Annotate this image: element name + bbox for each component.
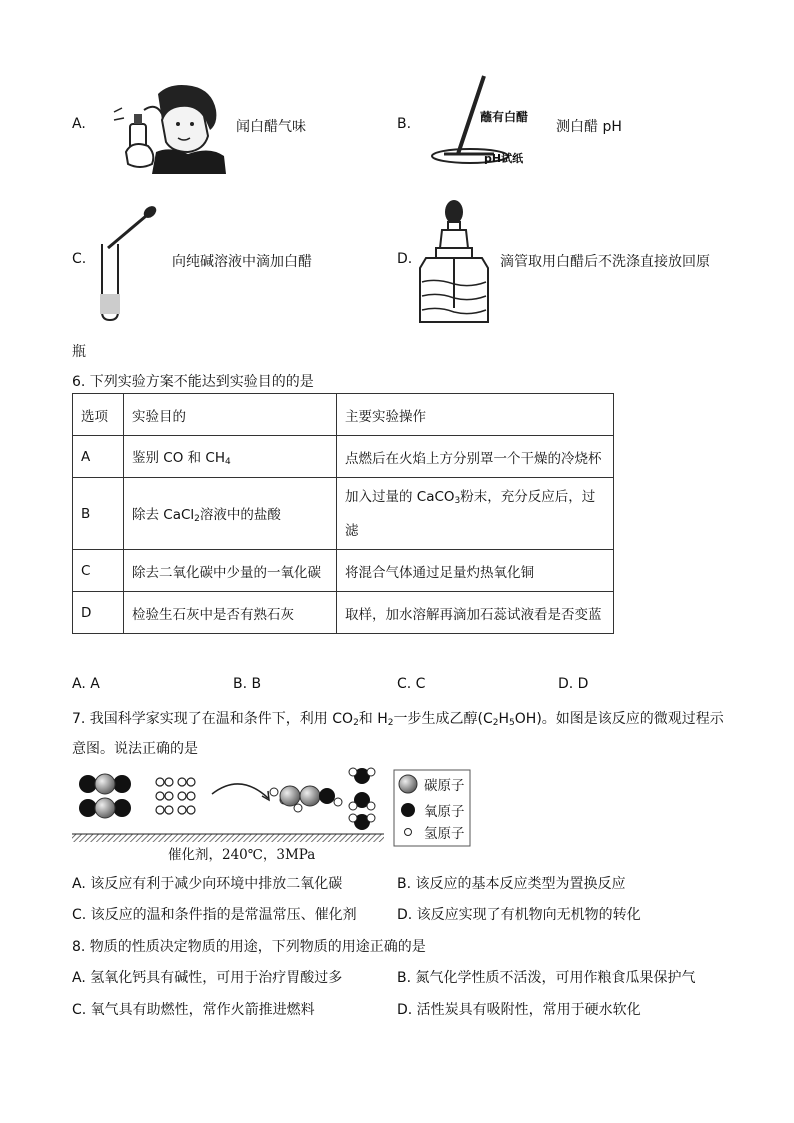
table-cell-option: D — [73, 592, 124, 634]
q7-stem-sub: 5 — [509, 718, 515, 728]
q6-table — [72, 393, 614, 634]
reaction-condition: 催化剂，240℃，3MPa — [168, 847, 316, 863]
q5-option-c-caption: 向纯碱溶液中滴加白醋 — [172, 254, 312, 270]
q7-stem-sub: 2 — [387, 718, 394, 728]
q7-stem-part: OH)。如图是该反应的微观过程示 — [514, 711, 724, 727]
q7-stem-sub: 2 — [492, 718, 499, 728]
q7-stem-part: 一步生成乙醇(C — [393, 711, 493, 727]
goal-text: 除去 CaCl — [132, 507, 195, 523]
oxygen-atom-icon — [401, 803, 415, 817]
q5-option-a-caption: 闻白醋气味 — [236, 119, 306, 135]
table-cell-goal: 检验生石灰中是否有熟石灰 — [124, 592, 337, 634]
table-cell-operation — [337, 478, 614, 550]
h2-molecules — [156, 778, 195, 814]
table-header-goal: 实验目的 — [124, 394, 337, 436]
table-row — [73, 592, 614, 634]
co2-molecule — [79, 774, 131, 794]
q5-option-b-caption: 测白醋 pH — [556, 119, 622, 135]
q7-option-b[interactable]: B. 该反应的基本反应类型为置换反应 — [397, 876, 626, 892]
q8-option-a[interactable]: A. 氢氧化钙具有碱性，可用于治疗胃酸过多 — [72, 970, 343, 986]
q5-option-d-letter: D. — [397, 251, 413, 267]
q5-option-b-letter: B. — [397, 116, 412, 132]
q5-option-d-caption: 滴管取用白醋后不洗涤直接放回原 — [500, 254, 710, 270]
catalyst-surface — [72, 834, 384, 842]
goal-text: 鉴别 CO 和 CH — [132, 450, 226, 466]
q8-option-d[interactable]: D. 活性炭具有吸附性，常用于硬水软化 — [397, 1002, 641, 1018]
co2-molecule — [79, 798, 131, 818]
legend-hydrogen: 氢原子 — [424, 826, 465, 842]
q7-stem-line2: 意图。说法正确的是 — [72, 741, 198, 757]
dropper-test-tube-icon — [96, 204, 166, 322]
q5-option-a-letter: A. — [72, 116, 86, 132]
q6-answer-d[interactable]: D. D — [558, 676, 589, 692]
table-cell-operation: 点燃后在火焰上方分别罩一个干燥的冷烧杯 — [337, 436, 614, 478]
reaction-arrow — [212, 784, 268, 798]
reaction-diagram — [72, 764, 472, 850]
table-cell-option: C — [73, 550, 124, 592]
ethanol-molecule — [270, 786, 342, 812]
table-cell-option: A — [73, 436, 124, 478]
q7-stem — [72, 708, 724, 728]
q8-option-c[interactable]: C. 氧气具有助燃性，常作火箭推进燃料 — [72, 1002, 315, 1018]
legend-carbon: 碳原子 — [424, 778, 465, 794]
table-cell-goal — [124, 478, 337, 550]
q7-option-d[interactable]: D. 该反应实现了有机物向无机物的转化 — [397, 907, 641, 923]
ph-label-vinegar: 蘸有白醋 — [480, 110, 529, 124]
q6-answer-c[interactable]: C. C — [397, 676, 426, 692]
q8-stem: 8. 物质的性质决定物质的用途，下列物质的用途正确的是 — [72, 939, 426, 955]
q5-option-c-letter: C. — [72, 251, 87, 267]
table-row — [73, 436, 614, 478]
ph-label-paper: pH试纸 — [484, 152, 524, 165]
q7-option-a[interactable]: A. 该反应有利于减少向环境中排放二氧化碳 — [72, 876, 343, 892]
legend-oxygen: 氧原子 — [424, 804, 465, 820]
q7-stem-part: 和 H — [358, 711, 388, 727]
table-header-option: 选项 — [73, 394, 124, 436]
water-molecules — [349, 768, 375, 830]
q7-stem-part: H — [498, 711, 510, 727]
person-smelling-bottle-icon — [100, 80, 226, 175]
table-header-operation: 主要实验操作 — [337, 394, 614, 436]
table-cell-option: B — [73, 478, 124, 550]
q7-stem-sub: 2 — [353, 718, 359, 728]
q7-option-c[interactable]: C. 该反应的温和条件指的是常温常压、催化剂 — [72, 907, 357, 923]
q8-option-b[interactable]: B. 氮气化学性质不活泼，可用作粮食瓜果保护气 — [397, 970, 696, 986]
op-subscript: 3 — [454, 495, 461, 506]
q7-stem-part: 7. 我国科学家实现了在温和条件下，利用 CO — [72, 711, 354, 727]
goal-subscript: 4 — [225, 457, 231, 467]
op-text: 加入过量的 CaCO — [345, 488, 455, 505]
dropper-bottle-icon — [418, 198, 494, 326]
q6-answer-a[interactable]: A. A — [72, 676, 100, 692]
q6-stem: 6. 下列实验方案不能达到实验目的的是 — [72, 374, 314, 390]
table-cell-goal: 除去二氧化碳中少量的一氧化碳 — [124, 550, 337, 592]
table-row — [73, 550, 614, 592]
q6-answer-b[interactable]: B. B — [233, 676, 262, 692]
table-cell-operation: 将混合气体通过足量灼热氧化铜 — [337, 550, 614, 592]
goal-text-post: 溶液中的盐酸 — [199, 507, 281, 523]
q5-option-d-caption-wrap: 瓶 — [72, 344, 86, 360]
carbon-atom-icon — [399, 775, 417, 793]
op-text-post: 粉末，充分反应后，过 — [460, 488, 596, 505]
table-cell-operation: 取样，加水溶解再滴加石蕊试液看是否变蓝 — [337, 592, 614, 634]
table-row — [73, 478, 614, 550]
op-text-line2: 滤 — [345, 522, 359, 539]
hydrogen-atom-icon — [405, 829, 412, 836]
goal-subscript: 2 — [194, 514, 200, 524]
table-row — [73, 394, 614, 436]
table-cell-goal — [124, 436, 337, 478]
